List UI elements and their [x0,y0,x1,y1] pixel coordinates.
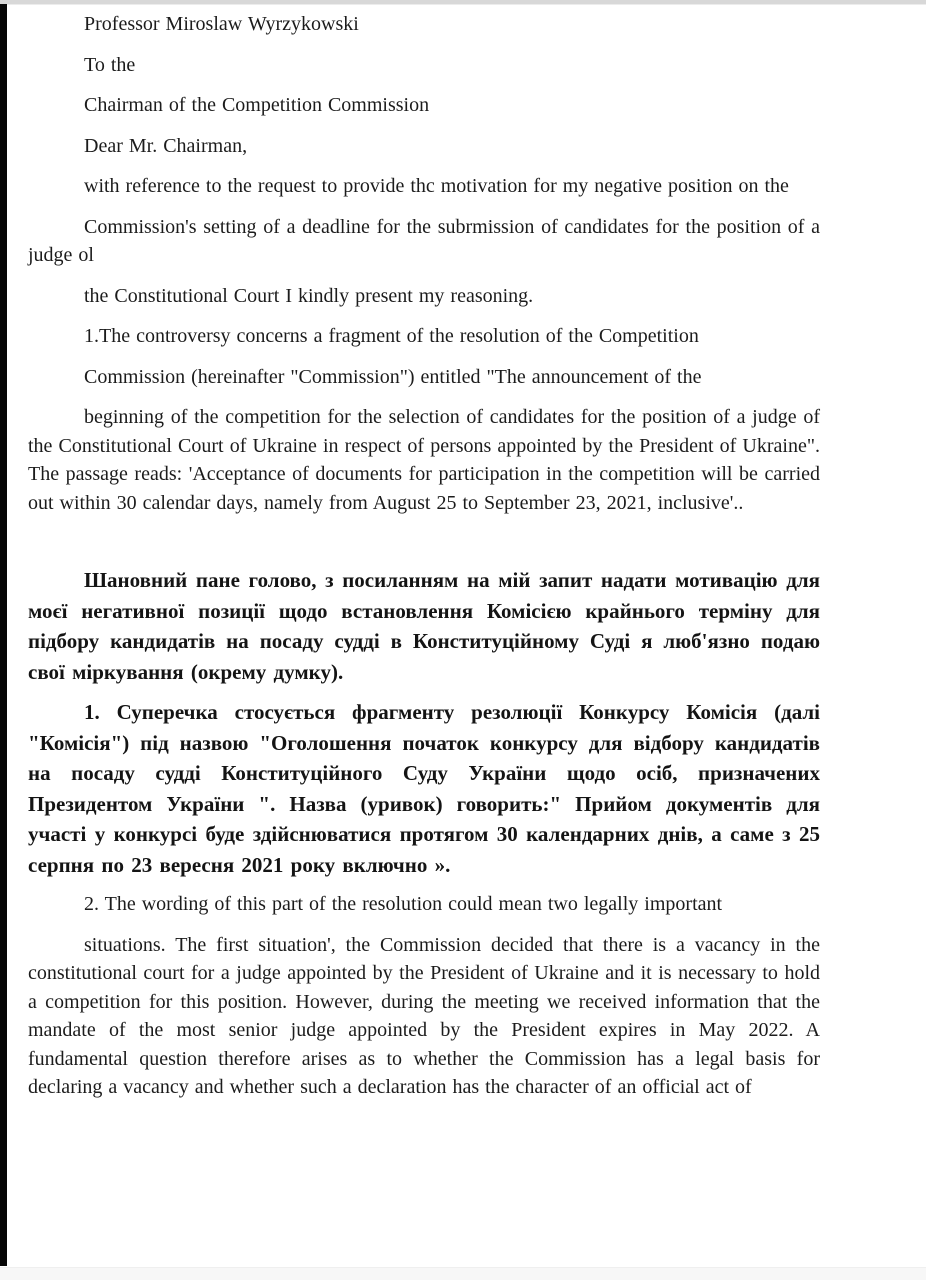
document-body [28,10,820,1114]
paragraph: with reference to the request to provide thc motivation for my negative position on the [84,175,789,197]
paragraph: Professor Miroslaw Wyrzykowski [84,13,359,35]
bottom-edge-strip [0,1267,926,1280]
top-edge-strip [0,0,926,5]
paragraph: beginning of the competition for the selection of candidates for the position of a judge of the Constitutional Court of Ukraine in respect of persons appointed by the President of Ukraine". The passage reads: 'Acceptance of documents for participation in the competition will be carried out within 30 calendar days, namely from August 25 to September 23, 2021, inclusive'.. [28,406,820,514]
paragraph: Dear Mr. Chairman, [84,134,248,157]
paragraph: Шановний пане голово, з посиланням на мій запит надати мотивацію для моєї негативної позиції щодо встановлення Комісією крайнього терміну для підбору кандидатів на посаду судді в Конституційному Суді я люб'язно подаю свої міркування (окрему думку). [28,568,820,684]
paragraph: Chairman of the Competition Commission [84,94,430,116]
paragraph: To the [84,53,136,76]
paragraph: Commission's setting of a deadline for the subrmission of candidates for the position of a judge ol [28,215,820,266]
paragraph: situations. The first situation', the Commission decided that there is a vacancy in the constitutional court for a judge appointed by the President of Ukraine and it is necessary to hold a competition for this position. However, during the meeting we received information that the mandate of the most senior judge appointed by the President expires in May 2022. A fundamental question therefore arises as to whether the Commission has a legal basis for declaring a vacancy and whether such a declaration has the character of an official act of [28,933,820,1098]
paragraph: Commission (hereinafter "Commission") entitled "The announcement of the [84,365,702,388]
paragraph: 1.The controversy concerns a fragment of the resolution of the Competition [84,325,699,347]
paragraph: the Constitutional Court I kindly present my reasoning. [84,284,534,307]
paragraph: 1. Суперечка стосується фрагменту резолюції Конкурсу Комісія (далі "Комісія") під назвою "Оголошення початок конкурсу для відбору кандидатів на посаду судді Конституційного Суду України щодо осіб, призначених Президентом України ". Назва (уривок) говорить:" Прийом документів для участі у конкурсі буде здійснюватися протягом 30 календарних днів, а саме з 25 серпня по 23 вересня 2021 року включно ». [28,700,820,877]
scan-edge-bar [0,4,7,1266]
paragraph: 2. The wording of this part of the resolution could mean two legally important [84,893,723,915]
